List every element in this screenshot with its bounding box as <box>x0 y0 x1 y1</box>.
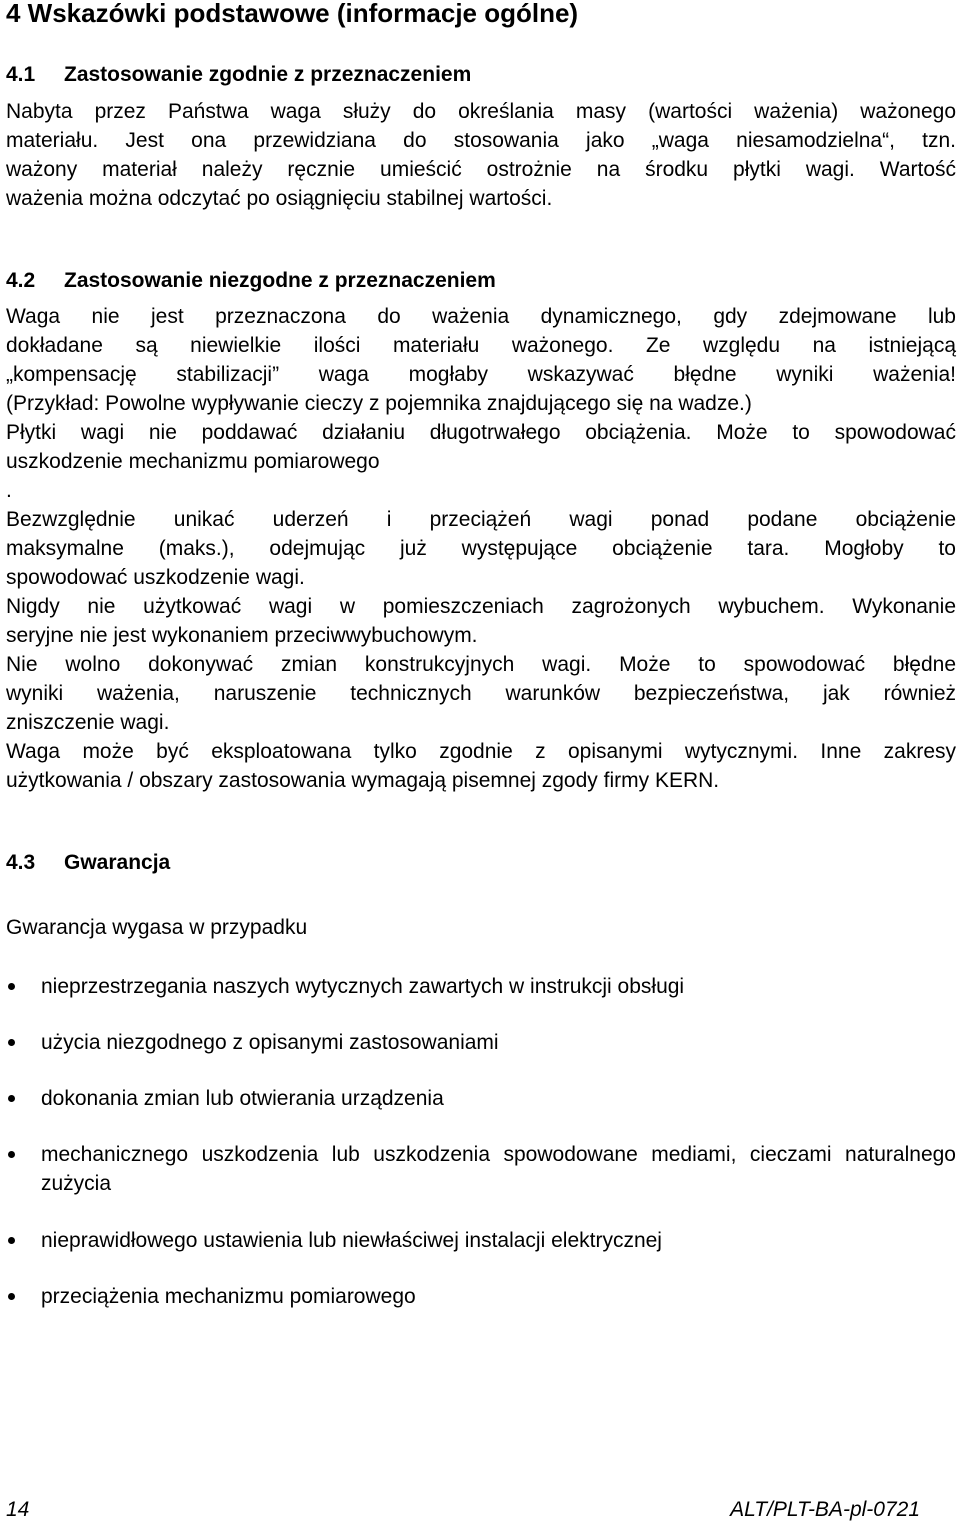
paragraph-4-2 <box>6 302 956 795</box>
text-line: seryjne nie jest wykonaniem przeciwwybuchowym. <box>6 624 478 647</box>
bullet-icon <box>8 1151 15 1158</box>
text-line: maksymalne (maks.), odejmując już występujące obciążenie tara. Mogłoby to <box>6 537 956 560</box>
text-line: Płytki wagi nie poddawać działaniu długotrwałego obciążenia. Może to spowodować <box>6 421 956 444</box>
section-number: 4.1 <box>6 63 36 86</box>
text-line: Nigdy nie użytkować wagi w pomieszczeniach zagrożonych wybuchem. Wykonanie <box>6 595 956 618</box>
warranty-intro: Gwarancja wygasa w przypadku <box>6 916 308 939</box>
text-line: Waga nie jest przeznaczona do ważenia dynamicznego, gdy zdejmowane lub <box>6 305 956 328</box>
text-line: materiału. Jest ona przewidziana do stosowania jako „waga niesamodzielna“, tzn. <box>6 129 956 152</box>
list-item-text: nieprzestrzegania naszych wytycznych zawartych w instrukcji obsługi <box>41 975 685 998</box>
section-title: Zastosowanie niezgodne z przeznaczeniem <box>64 269 496 292</box>
text-line: ważony materiał należy ręcznie umieścić ostrożnie na środku płytki wagi. Wartość <box>6 158 956 181</box>
section-number: 4.2 <box>6 269 36 292</box>
text-line: wyniki ważenia, naruszenie technicznych warunków bezpieczeństwa, jak również <box>6 682 956 705</box>
text-line: Bezwzględnie unikać uderzeń i przeciążeń wagi ponad podane obciążenie <box>6 508 956 531</box>
list-item-text: nieprawidłowego ustawienia lub niewłaściwej instalacji elektrycznej <box>41 1229 662 1252</box>
bullet-icon <box>8 983 15 990</box>
section-heading-4-2 <box>6 267 496 295</box>
text-line: dokładane są niewielkie ilości materiału ważonego. Ze względu na istniejącą <box>6 334 956 357</box>
bullet-icon <box>8 1237 15 1244</box>
section-number: 4.3 <box>6 851 36 874</box>
section-heading-4-1 <box>6 61 471 89</box>
bullet-icon <box>8 1293 15 1300</box>
text-line: spowodować uszkodzenie wagi. <box>6 566 305 589</box>
section-title: Zastosowanie zgodnie z przeznaczeniem <box>64 63 472 86</box>
text-line: Nie wolno dokonywać zmian konstrukcyjnych wagi. Może to spowodować błędne <box>6 653 956 676</box>
text-line: Waga może być eksploatowana tylko zgodnie z opisanymi wytycznymi. Inne zakresy <box>6 740 956 763</box>
bullet-icon <box>8 1039 15 1046</box>
section-heading-4-3 <box>6 849 170 877</box>
text-line: „kompensację stabilizacji” waga mogłaby wskazywać błędne wyniki ważenia! <box>6 363 956 386</box>
list-item-text: użycia niezgodnego z opisanymi zastosowaniami <box>41 1031 499 1054</box>
text-line: użytkowania / obszary zastosowania wymagają pisemnej zgody firmy KERN. <box>6 769 720 792</box>
list-item-text: dokonania zmian lub otwierania urządzenia <box>41 1087 444 1110</box>
section-title: Gwarancja <box>64 851 171 874</box>
paragraph-4-1 <box>6 97 956 213</box>
text-line: (Przykład: Powolne wypływanie cieczy z pojemnika znajdującego się na wadze.) <box>6 392 752 415</box>
list-item-text: mechanicznego uszkodzenia lub uszkodzenia spowodowane mediami, cieczami naturalnego zużycia <box>41 1143 956 1195</box>
text-line: ważenia można odczytać po osiągnięciu stabilnej wartości. <box>6 187 553 210</box>
text-line: uszkodzenie mechanizmu pomiarowego <box>6 450 380 473</box>
document-code: ALT/PLT-BA-pl-0721 <box>730 1498 920 1521</box>
page-number: 14 <box>6 1498 30 1521</box>
bullet-icon <box>8 1095 15 1102</box>
text-line: . <box>6 479 12 502</box>
text-line: Nabyta przez Państwa waga służy do określania masy (wartości ważenia) ważonego <box>6 100 956 123</box>
text-line: zniszczenie wagi. <box>6 711 170 734</box>
page-heading: 4 Wskazówki podstawowe (informacje ogólne) <box>6 0 579 28</box>
list-item-text: przeciążenia mechanizmu pomiarowego <box>41 1285 416 1308</box>
